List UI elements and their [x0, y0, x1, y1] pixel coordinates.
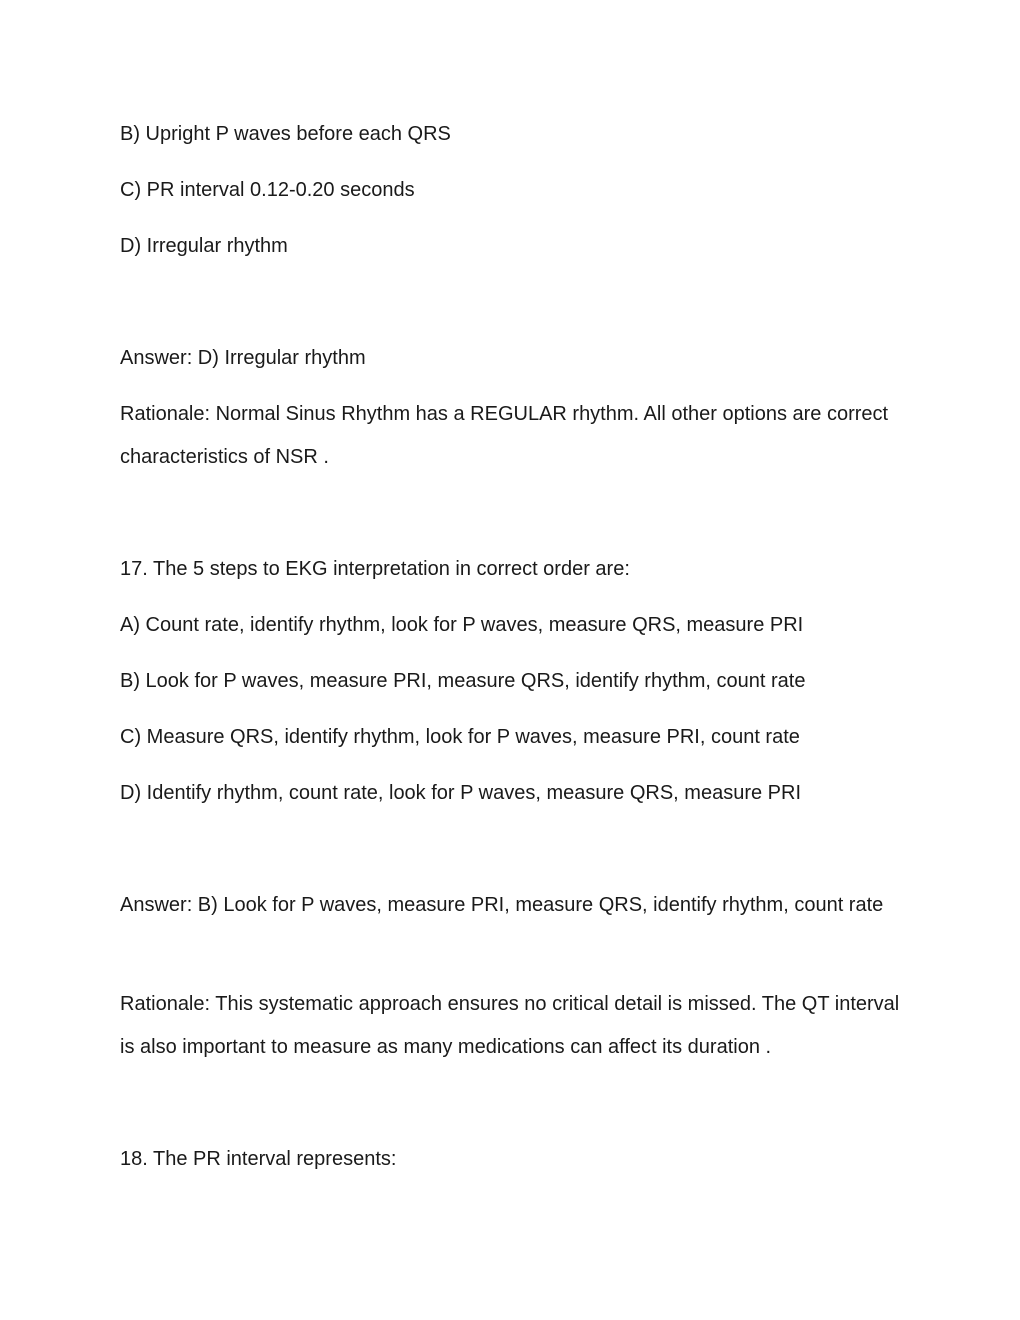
q17-answer: Answer: B) Look for P waves, measure PRI, measure QRS, identify rhythm, count rate: [120, 894, 884, 916]
q16-option-d: D) Irregular rhythm: [120, 235, 288, 257]
q16-option-c: C) PR interval 0.12-0.20 seconds: [120, 179, 415, 201]
q17-option-b: B) Look for P waves, measure PRI, measure QRS, identify rhythm, count rate: [120, 670, 806, 692]
q17-option-a: A) Count rate, identify rhythm, look for P waves, measure QRS, measure PRI: [120, 614, 804, 636]
q16-option-b: B) Upright P waves before each QRS: [120, 123, 451, 145]
q16-rationale: Rationale: Normal Sinus Rhythm has a REGULAR rhythm. All other options are correct characteristics of NSR .: [120, 403, 889, 468]
q17-question: 17. The 5 steps to EKG interpretation in correct order are:: [120, 558, 630, 580]
q17-rationale: Rationale: This systematic approach ensures no critical detail is missed. The QT interval is also important to measure as many medications can affect its duration .: [120, 993, 900, 1058]
q18-question: 18. The PR interval represents:: [120, 1148, 397, 1170]
q16-answer: Answer: D) Irregular rhythm: [120, 347, 366, 369]
q17-option-c: C) Measure QRS, identify rhythm, look for P waves, measure PRI, count rate: [120, 726, 800, 748]
q17-option-d: D) Identify rhythm, count rate, look for P waves, measure QRS, measure PRI: [120, 782, 802, 804]
